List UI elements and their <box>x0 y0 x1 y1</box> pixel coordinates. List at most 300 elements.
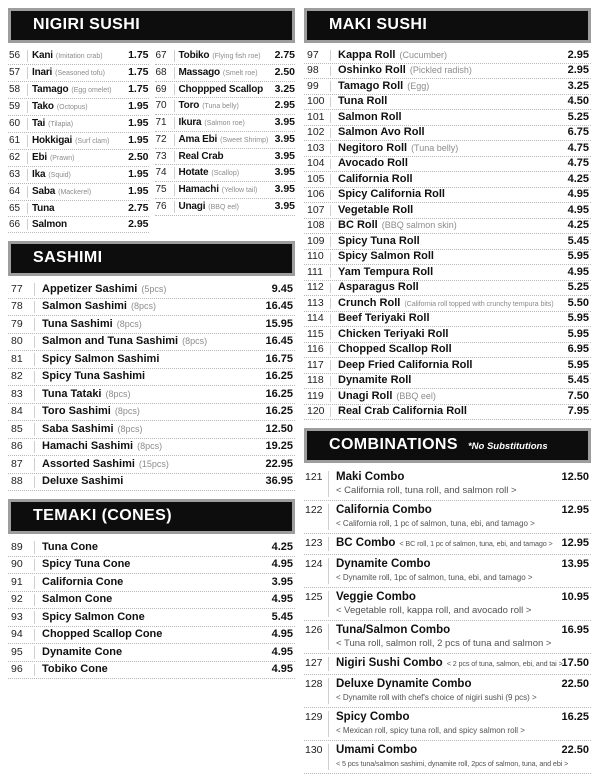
item-number: 97 <box>307 48 319 61</box>
item-name: Tuna Sashimi <box>42 317 113 330</box>
item-number: 109 <box>307 234 325 247</box>
item-name: Kani <box>32 50 53 61</box>
no-substitutions-note: *No Substitutions <box>467 441 548 452</box>
item-description: (Egg) <box>407 80 430 91</box>
combo-name-line <box>336 558 591 571</box>
item-number: 66 <box>9 219 21 230</box>
item-name: Salmon Cone <box>42 593 113 605</box>
combo-item-row <box>304 555 591 588</box>
item-name: Salmon and Tuna Sashimi <box>42 335 179 347</box>
combo-description: < Tuna roll, salmon roll, 2 pcs of tuna and salmon > <box>336 638 552 649</box>
item-price: 3.95 <box>274 183 295 195</box>
item-name: Assorted Sashimi <box>42 457 135 470</box>
item-price: 5.45 <box>567 234 589 247</box>
menu-item-row <box>304 48 591 64</box>
item-number: 114 <box>307 312 324 324</box>
item-number: 75 <box>155 184 167 195</box>
combo-item-main <box>336 657 591 670</box>
menu-item-row <box>8 184 149 201</box>
menu-item-row <box>304 188 591 204</box>
item-price: 36.95 <box>265 475 293 487</box>
combo-item-main <box>336 624 591 649</box>
item-number: 110 <box>307 250 324 262</box>
item-price: 4.95 <box>567 203 589 216</box>
item-name: Maki Combo <box>336 471 405 483</box>
item-price: 5.95 <box>567 312 589 324</box>
item-name: Tuna Tataki <box>42 387 102 400</box>
menu-item-row <box>304 234 591 250</box>
menu-item-row <box>304 312 591 328</box>
menu-item-row <box>8 65 149 82</box>
menu-item-row <box>304 141 591 157</box>
item-description: (Surf clam) <box>75 138 110 145</box>
menu-item-row <box>304 358 591 374</box>
item-number: 80 <box>11 335 23 347</box>
item-number: 113 <box>307 296 324 309</box>
menu-item-row <box>8 557 295 575</box>
combo-description: < 5 pcs tuna/salmon sashimi, dynamite roll, 2pcs of salmon, tuna, and ebi > <box>336 759 569 768</box>
item-price: 16.95 <box>561 624 589 636</box>
combo-name-line <box>336 657 591 670</box>
item-description: (Pickled radish) <box>409 65 472 75</box>
sashimi-header <box>8 241 295 276</box>
item-price: 1.75 <box>128 49 149 61</box>
item-name: Unagi <box>178 201 206 212</box>
menu-item-row <box>304 126 591 142</box>
item-price: 7.50 <box>567 389 589 402</box>
item-name: Saba Sashimi <box>42 422 114 435</box>
item-price: 4.95 <box>567 265 589 278</box>
section-temaki-cones <box>8 499 295 679</box>
item-name: Tai <box>32 118 46 129</box>
item-number: 86 <box>11 440 23 452</box>
menu-item-row <box>304 64 591 80</box>
menu-item-row <box>8 99 149 116</box>
item-description: (Egg omelet) <box>71 87 112 94</box>
item-price: 22.50 <box>561 744 589 756</box>
section-title: SASHIMI <box>33 249 103 266</box>
item-name: Ama Ebi <box>178 134 218 145</box>
item-price: 3.95 <box>274 150 295 162</box>
item-number: 93 <box>11 610 23 623</box>
item-price: 1.95 <box>128 168 149 180</box>
item-price: 4.25 <box>567 219 589 231</box>
item-description: (5pcs) <box>141 283 167 294</box>
combo-item-row <box>304 468 591 501</box>
item-name: Salmon Roll <box>338 110 402 123</box>
item-price: 4.75 <box>567 141 589 154</box>
menu-item-row <box>155 149 296 165</box>
item-number: 98 <box>307 64 319 76</box>
item-price: 5.45 <box>271 610 293 623</box>
item-price: 16.75 <box>265 352 293 365</box>
item-name: Dynamite Cone <box>42 645 123 658</box>
combo-name-line <box>336 537 591 550</box>
item-name: Hotate <box>178 167 209 178</box>
item-number: 105 <box>307 172 325 185</box>
item-price: 2.50 <box>128 151 149 163</box>
item-price: 12.50 <box>265 422 293 435</box>
item-description: (Flying fish roe) <box>212 53 261 60</box>
combo-name-line <box>336 591 591 604</box>
menu-item-row <box>8 351 295 369</box>
combo-name-line <box>336 744 591 757</box>
combo-name-line <box>336 711 591 724</box>
item-number: 122 <box>305 504 323 516</box>
item-name: Spicy Tuna Sashimi <box>42 370 146 382</box>
item-number: 118 <box>307 374 324 386</box>
item-name: Tobiko Cone <box>42 663 108 675</box>
item-price: 12.95 <box>561 537 589 549</box>
item-number: 99 <box>307 79 319 92</box>
item-number: 90 <box>11 558 23 570</box>
item-number: 77 <box>11 282 23 295</box>
item-description: (8pcs) <box>116 318 142 329</box>
combinations-list <box>304 468 591 774</box>
menu-item-row <box>8 539 295 557</box>
combo-description: < Dynamite roll with chef's choice of nigiri sushi (9 pcs) > <box>336 693 537 702</box>
item-name: Tuna <box>32 203 55 214</box>
item-number: 72 <box>155 134 167 145</box>
menu-item-row <box>155 82 296 98</box>
menu-item-row <box>8 456 295 474</box>
item-number: 119 <box>307 389 324 402</box>
combo-item-row <box>304 741 591 774</box>
item-price: 4.25 <box>567 172 589 185</box>
item-price: 4.75 <box>567 157 589 169</box>
item-name: Massago <box>178 67 220 78</box>
section-title: TEMAKI (CONES) <box>33 507 172 524</box>
item-name: Negitoro Roll <box>338 141 408 154</box>
item-name: Chopped Scallop Cone <box>42 628 163 640</box>
item-description: (Octopus) <box>56 104 88 111</box>
item-price: 1.75 <box>128 83 149 95</box>
item-description: (Prawn) <box>49 155 75 162</box>
nigiri-sushi-header <box>8 8 295 43</box>
item-number: 124 <box>305 558 323 570</box>
combo-name-line <box>336 504 591 517</box>
item-description: (8pcs) <box>105 388 131 399</box>
menu-item-row <box>8 386 295 404</box>
menu-item-row <box>155 132 296 149</box>
item-name: Tako <box>32 101 54 112</box>
item-number: 82 <box>11 370 23 382</box>
menu-item-row <box>304 157 591 173</box>
section-sashimi <box>8 241 295 491</box>
item-number: 83 <box>11 387 23 400</box>
item-name: Oshinko Roll <box>338 64 406 76</box>
combo-description: < Vegetable roll, kappa roll, and avocado roll > <box>336 605 532 616</box>
item-number: 61 <box>9 135 21 146</box>
nigiri-subcolumn-right <box>155 48 296 233</box>
item-name: Vegetable Roll <box>338 203 414 216</box>
item-price: 12.50 <box>561 471 589 483</box>
combo-description: < Dynamite roll, 1pc of salmon, tuna, ebi, and tamago > <box>336 573 533 582</box>
menu-item-row <box>8 421 295 439</box>
item-price: 2.95 <box>567 48 589 61</box>
item-price: 5.25 <box>567 281 589 293</box>
item-name: Crunch Roll <box>338 296 401 309</box>
item-name: Salmon <box>32 219 67 230</box>
item-name: Tamago Roll <box>338 79 404 92</box>
item-number: 129 <box>305 711 323 723</box>
item-description: (California roll topped with crunchy tempura bits) <box>404 298 554 308</box>
item-description: (Sweet Shrimp) <box>220 137 269 144</box>
menu-item-row <box>155 98 296 115</box>
item-price: 4.95 <box>567 188 589 200</box>
item-price: 1.95 <box>128 117 149 129</box>
combo-item-main <box>336 504 591 529</box>
item-number: 107 <box>307 203 325 216</box>
menu-item-row <box>155 115 296 132</box>
item-price: 6.75 <box>567 126 589 138</box>
item-description: (Cucumber) <box>399 49 447 60</box>
item-number: 125 <box>305 591 323 603</box>
menu-item-row <box>8 609 295 627</box>
menu-item-row <box>304 343 591 359</box>
menu-item-row <box>8 201 149 217</box>
item-name: Chopped Scallop Roll <box>338 343 452 355</box>
menu-item-row <box>8 334 295 352</box>
section-maki-sushi <box>304 8 591 420</box>
combo-item-row <box>304 621 591 654</box>
menu-item-row <box>304 374 591 390</box>
combo-item-main <box>336 678 591 703</box>
item-price: 1.95 <box>128 100 149 112</box>
item-description: (8pcs) <box>117 423 143 434</box>
item-price: 1.95 <box>128 185 149 197</box>
menu-item-row <box>8 281 295 299</box>
item-price: 4.50 <box>567 95 589 107</box>
item-description-inline: < BC roll, 1 pc of salmon, tuna, ebi, and tamago > <box>399 539 553 548</box>
item-name: Spicy California Roll <box>338 188 445 200</box>
item-number: 96 <box>11 663 23 675</box>
item-description: (Yellow tail) <box>221 187 258 194</box>
menu-item-row <box>155 182 296 199</box>
maki-sushi-header <box>304 8 591 43</box>
item-name: Inari <box>32 67 53 78</box>
item-number: 56 <box>9 50 21 61</box>
item-price: 15.95 <box>265 317 293 330</box>
item-name: Dynamite Combo <box>336 558 431 570</box>
item-price: 3.25 <box>274 83 295 95</box>
item-price: 2.75 <box>128 202 149 214</box>
item-description: (8pcs) <box>130 301 156 311</box>
section-title: MAKI SUSHI <box>329 16 428 33</box>
item-name: BC Combo <box>336 537 396 549</box>
menu-item-row <box>304 296 591 312</box>
combo-item-main <box>336 537 591 550</box>
item-price: 17.50 <box>561 657 589 669</box>
item-name: Spicy Tuna Roll <box>338 234 420 247</box>
item-price: 22.50 <box>561 678 589 690</box>
item-name: Salmon Avo Roll <box>338 126 425 138</box>
item-description: (BBQ salmon skin) <box>381 220 457 230</box>
item-name: Choppped Scallop <box>178 84 264 95</box>
item-name: Salmon Sashimi <box>42 300 127 312</box>
menu-item-row <box>304 219 591 235</box>
menu-item-row <box>304 405 591 421</box>
item-description: (Seasoned tofu) <box>55 70 105 77</box>
item-name: Veggie Combo <box>336 591 416 603</box>
item-price: 2.95 <box>274 99 295 111</box>
temaki-header <box>8 499 295 534</box>
maki-list <box>304 48 591 420</box>
item-number: 112 <box>307 281 324 293</box>
item-number: 128 <box>305 678 323 690</box>
item-description-inline: < 2 pcs of tuna, salmon, ebi, and tai > <box>446 659 563 668</box>
item-name: Spicy Salmon Roll <box>338 250 434 262</box>
menu-item-row <box>304 389 591 405</box>
item-name: Spicy Combo <box>336 711 410 723</box>
item-number: 67 <box>155 50 167 61</box>
item-number: 117 <box>307 358 324 371</box>
combo-item-main <box>336 558 591 583</box>
item-price: 16.25 <box>265 370 293 382</box>
item-name: Unagi Roll <box>338 389 393 402</box>
item-name: Beef Teriyaki Roll <box>338 312 430 324</box>
item-price: 16.25 <box>265 387 293 400</box>
item-number: 88 <box>11 475 23 487</box>
section-title: COMBINATIONS <box>329 436 458 453</box>
combo-item-main <box>336 591 591 616</box>
item-description: (BBQ eel) <box>208 204 240 211</box>
item-description: (Imitation crab) <box>55 53 103 60</box>
menu-item-row <box>304 172 591 188</box>
item-number: 102 <box>307 126 325 138</box>
item-number: 69 <box>155 84 167 95</box>
item-name: Hokkigai <box>32 135 73 146</box>
item-price: 3.95 <box>274 200 295 212</box>
section-nigiri-sushi <box>8 8 295 233</box>
item-description: (Tuna belly) <box>202 103 239 110</box>
menu-item-row <box>8 316 295 334</box>
menu-item-row <box>8 644 295 662</box>
menu-item-row <box>304 79 591 95</box>
combo-item-row <box>304 708 591 741</box>
combo-description: < Mexican roll, spicy tuna roll, and spicy salmon roll > <box>336 726 525 735</box>
item-description: (Mackerel) <box>58 189 92 196</box>
item-price: 4.95 <box>271 628 293 640</box>
item-name: California Roll <box>338 172 413 185</box>
item-price: 4.95 <box>271 663 293 675</box>
menu-item-row <box>8 133 149 150</box>
item-price: 19.25 <box>265 440 293 452</box>
item-description: (Squid) <box>48 172 71 179</box>
section-title: NIGIRI SUSHI <box>33 16 141 33</box>
item-name: Ebi <box>32 152 47 163</box>
item-price: 1.95 <box>128 134 149 146</box>
item-number: 70 <box>155 100 167 111</box>
item-description: (8pcs) <box>137 441 163 451</box>
item-price: 3.95 <box>271 575 293 588</box>
item-number: 59 <box>9 101 21 112</box>
menu-item-row <box>155 65 296 82</box>
item-name: Appetizer Sashimi <box>42 282 138 295</box>
item-name: Spicy Salmon Sashimi <box>42 352 160 365</box>
menu-item-row <box>8 150 149 167</box>
item-price: 3.95 <box>274 133 295 145</box>
item-name: Spicy Tuna Cone <box>42 558 131 570</box>
menu-item-row <box>8 474 295 492</box>
item-description: (Salmon roe) <box>204 120 245 127</box>
section-combinations <box>304 428 591 774</box>
item-price: 5.95 <box>567 250 589 262</box>
menu-item-row <box>8 662 295 680</box>
item-number: 60 <box>9 118 21 129</box>
item-number: 71 <box>155 117 167 128</box>
combinations-header <box>304 428 591 463</box>
item-price: 16.45 <box>265 300 293 312</box>
item-price: 16.45 <box>265 335 293 347</box>
combo-name-line <box>336 624 591 637</box>
menu-item-row <box>8 369 295 387</box>
item-name: Tuna Cone <box>42 540 99 553</box>
menu-item-row <box>8 299 295 317</box>
item-number: 92 <box>11 593 23 605</box>
item-price: 1.75 <box>128 66 149 78</box>
item-number: 87 <box>11 457 23 470</box>
menu-item-row <box>304 110 591 126</box>
item-number: 68 <box>155 67 167 78</box>
item-name: Deep Fried California Roll <box>338 358 473 371</box>
item-name: Spicy Salmon Cone <box>42 610 145 623</box>
combo-name-line <box>336 471 591 484</box>
item-name: Chicken Teriyaki Roll <box>338 327 449 340</box>
item-name: Ikura <box>178 117 202 128</box>
item-price: 3.95 <box>274 116 295 128</box>
item-description: (8pcs) <box>114 406 140 416</box>
item-price: 2.75 <box>274 49 295 61</box>
item-price: 5.45 <box>567 374 589 386</box>
menu-item-row <box>155 48 296 65</box>
item-number: 63 <box>9 169 21 180</box>
item-name: Kappa Roll <box>338 48 396 61</box>
item-name: Toro <box>178 100 200 111</box>
item-number: 126 <box>305 624 323 636</box>
item-number: 130 <box>305 744 323 756</box>
menu-item-row <box>8 217 149 233</box>
item-price: 7.95 <box>567 405 589 417</box>
item-number: 74 <box>155 167 167 178</box>
item-number: 127 <box>305 657 323 669</box>
item-number: 101 <box>307 110 325 123</box>
item-number: 85 <box>11 422 23 435</box>
item-number: 104 <box>307 157 325 169</box>
item-number: 103 <box>307 141 325 154</box>
item-price: 4.95 <box>271 645 293 658</box>
item-description: (15pcs) <box>138 458 169 469</box>
item-name: Saba <box>32 186 56 197</box>
combo-item-row <box>304 675 591 708</box>
combo-item-row <box>304 501 591 534</box>
item-price: 5.95 <box>567 327 589 340</box>
combo-item-row <box>304 654 591 675</box>
menu-item-row <box>155 199 296 216</box>
menu-item-row <box>8 116 149 133</box>
item-price: 2.50 <box>274 66 295 78</box>
item-number: 111 <box>307 265 323 278</box>
item-price: 16.25 <box>265 405 293 417</box>
item-price: 2.95 <box>128 218 149 230</box>
item-name: Ika <box>32 169 46 180</box>
item-number: 58 <box>9 84 21 95</box>
menu-item-row <box>8 167 149 184</box>
item-number: 121 <box>305 471 323 483</box>
menu-item-row <box>304 250 591 266</box>
item-price: 5.95 <box>567 358 589 371</box>
menu-item-row <box>8 82 149 99</box>
